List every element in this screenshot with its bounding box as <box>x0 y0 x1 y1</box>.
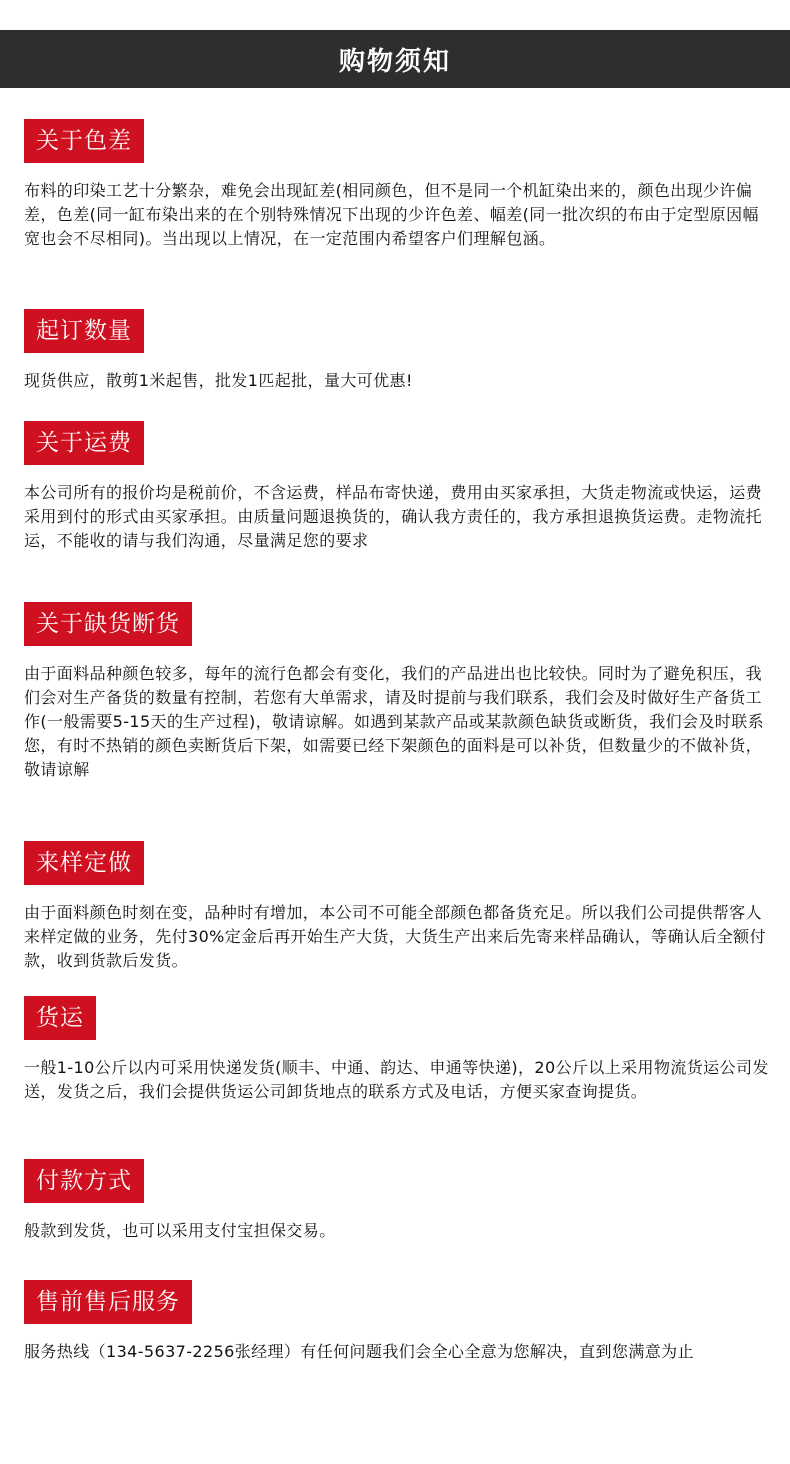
section-label: 售前售后服务 <box>24 1280 192 1324</box>
section-label: 来样定做 <box>24 841 144 885</box>
section-label: 关于色差 <box>24 119 144 163</box>
section-text: 般款到发货，也可以采用支付宝担保交易。 <box>24 1221 336 1240</box>
page-title-bar <box>0 30 790 88</box>
section-minimum-order <box>24 309 774 393</box>
section-freight <box>24 996 774 1104</box>
section-text: 现货供应，散剪1米起售，批发1匹起批，量大可优惠! <box>24 371 413 390</box>
section-text: 本公司所有的报价均是税前价，不含运费，样品布寄快递，费用由买家承担，大货走物流或快运，运费采用到付的形式由买家承担。由质量问题退换货的，确认我方责任的，我方承担退换货运费。走物流托运，不能收的请与我们沟通，尽量满足您的要求 <box>24 483 763 550</box>
section-text: 一般1-10公斤以内可采用快递发货(顺丰、中通、韵达、申通等快递)，20公斤以上采用物流货运公司发送，发货之后，我们会提供货运公司卸货地点的联系方式及电话，方便买家查询提货。 <box>24 1058 769 1101</box>
section-text: 布料的印染工艺十分繁杂，难免会出现缸差(相同颜色，但不是同一个机缸染出来的，颜色出现少许偏差，色差(同一缸布染出来的在个别特殊情况下出现的少许色差、幅差(同一批次织的布由于定型原因幅宽也会不尽相同)。当出现以上情况，在一定范围内希望客户们理解包涵。 <box>24 181 759 248</box>
section-payment-method <box>24 1159 774 1243</box>
section-out-of-stock <box>24 602 774 782</box>
section-custom-order <box>24 841 774 973</box>
section-text: 由于面料颜色时刻在变，品种时有增加，本公司不可能全部颜色都备货充足。所以我们公司提供帮客人来样定做的业务，先付30%定金后再开始生产大货，大货生产出来后先寄来样品确认，等确认后全额付款，收到货款后发货。 <box>24 903 766 970</box>
section-label: 付款方式 <box>24 1159 144 1203</box>
section-text: 服务热线（134-5637-2256张经理）有任何问题我们会全心全意为您解决，直到您满意为止 <box>24 1342 694 1361</box>
section-label: 关于缺货断货 <box>24 602 192 646</box>
section-after-sales-service <box>24 1280 774 1364</box>
page-title: 购物须知 <box>338 46 451 77</box>
section-label: 关于运费 <box>24 421 144 465</box>
section-text: 由于面料品种颜色较多，每年的流行色都会有变化，我们的产品进出也比较快。同时为了避免积压，我们会对生产备货的数量有控制，若您有大单需求，请及时提前与我们联系，我们会及时做好生产备货工作(一般需要5-15天的生产过程)，敬请谅解。如遇到某款产品或某款颜色缺货或断货，我们会及时联系您，有时不热销的颜色卖断货后下架，如需要已经下架颜色的面料是可以补货，但数量少的不做补货，敬请谅解 <box>24 664 764 779</box>
section-color-difference <box>24 119 774 251</box>
section-label: 起订数量 <box>24 309 144 353</box>
section-shipping-cost <box>24 421 774 553</box>
section-label: 货运 <box>24 996 96 1040</box>
